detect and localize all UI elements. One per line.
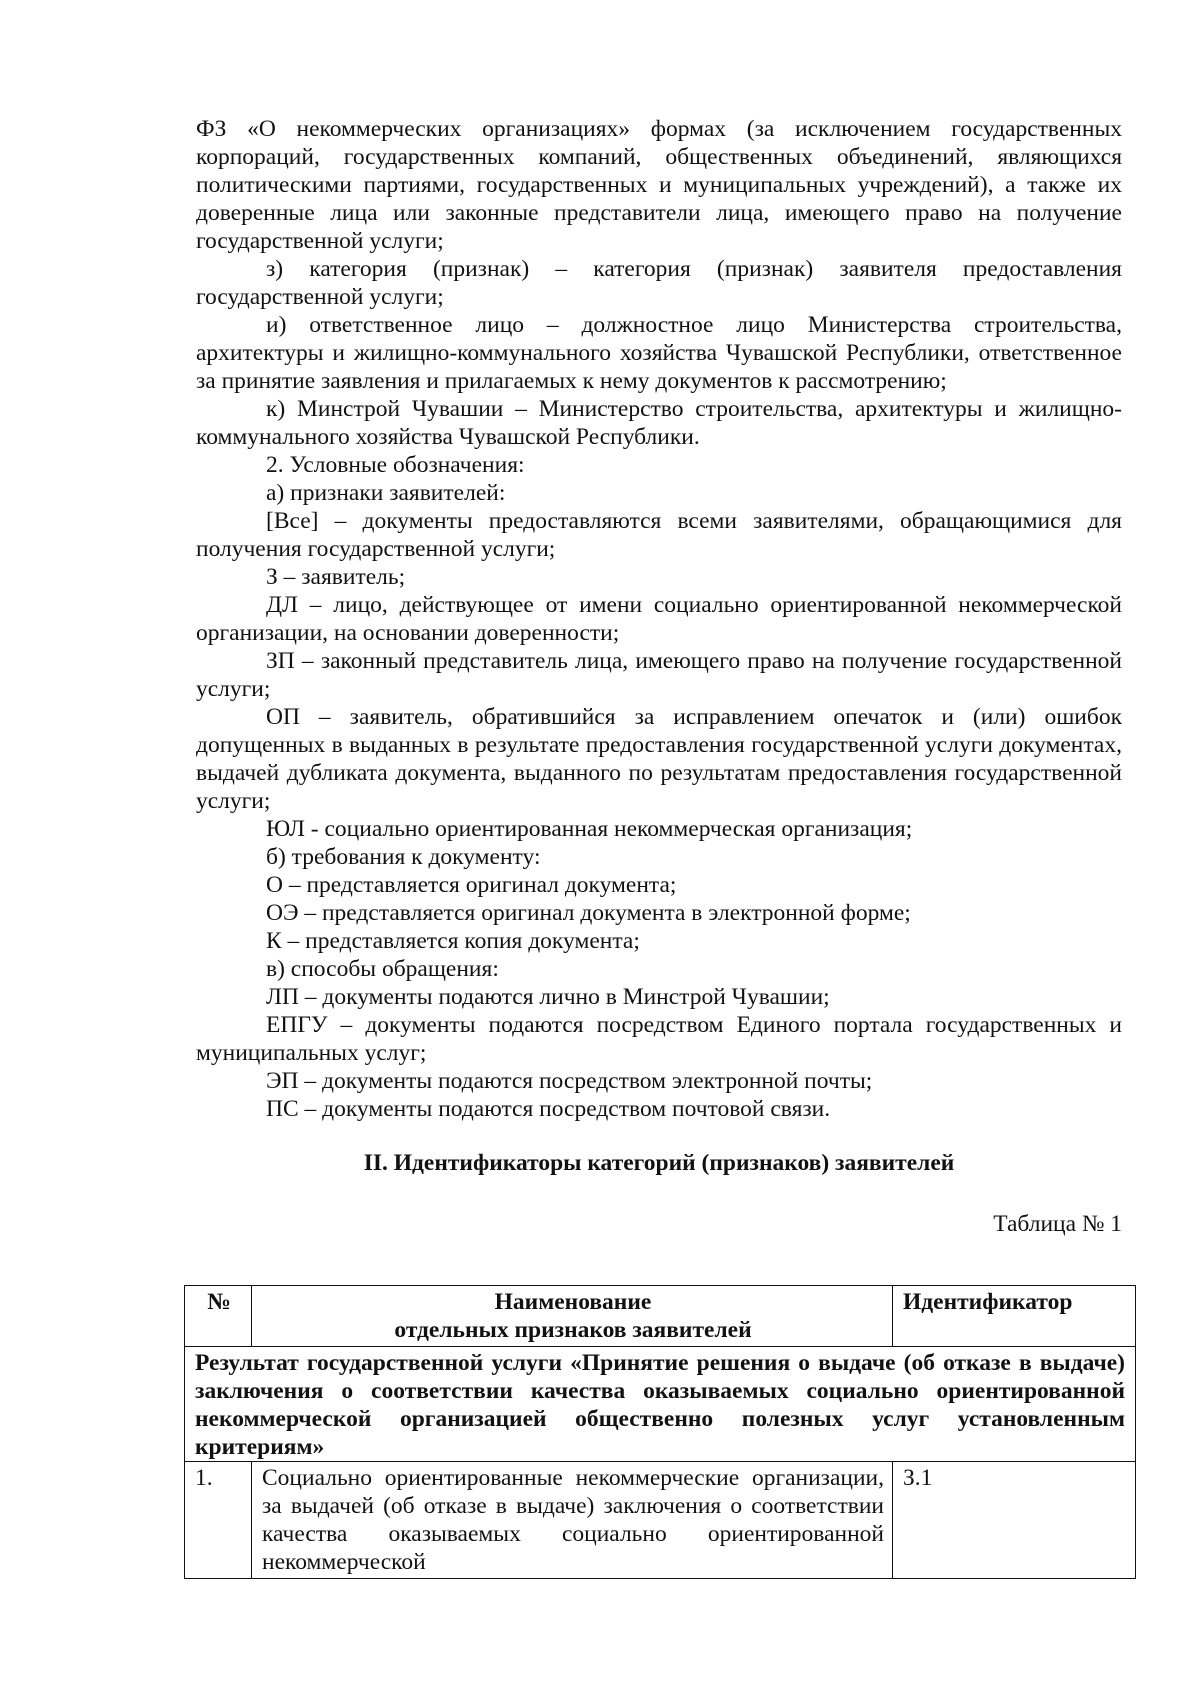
paragraph: З – заявитель; [266, 564, 406, 590]
group-title: Результат государственной услуги «Принятие решения о выдаче (об отказе в выдаче) заключения о соответствии качества оказываемых социально ориентированной некоммерческой организацией общественно полезных услуг установленным критериям» [185, 1347, 1136, 1462]
row-number: 1. [185, 1462, 252, 1579]
paragraph: ДЛ – лицо, действующее от имени социально ориентированной некоммерческой организации, на основании доверенности; [196, 592, 1122, 646]
paragraph: ЕПГУ – документы подаются посредством Единого портала государственных и муниципальных услуг; [196, 1012, 1122, 1066]
header-name-line2: отдельных признаков заявителей [394, 1317, 752, 1343]
paragraph: 2. Условные обозначения: [266, 452, 525, 478]
paragraph: а) признаки заявителей: [266, 480, 506, 506]
table-caption: Таблица № 1 [993, 1211, 1122, 1237]
paragraph: ОЭ – представляется оригинал документа в электронной форме; [266, 900, 911, 926]
paragraph: ЛП – документы подаются лично в Минстрой Чувашии; [266, 984, 830, 1010]
paragraph: з) категория (признак) – категория (признак) заявителя предоставления государственной услуги; [196, 256, 1122, 310]
paragraph: и) ответственное лицо – должностное лицо Министерства строительства, архитектуры и жилищно-коммунального хозяйства Чувашской Республики, ответственное за принятие заявления и прилагаемых к нему документов к рассмотрению; [196, 312, 1122, 394]
table-header-row [185, 1286, 1136, 1347]
paragraph: К – представляется копия документа; [266, 928, 640, 954]
paragraph: ЮЛ - социально ориентированная некоммерческая организация; [266, 816, 913, 842]
paragraph: ОП – заявитель, обратившийся за исправлением опечаток и (или) ошибок допущенных в выданных в результате предоставления государственной услуги документах, выдачей дубликата документа, выданного по результатам предоставления государственной услуги; [196, 704, 1122, 814]
paragraph: б) требования к документу: [266, 844, 541, 870]
paragraph: [Все] – документы предоставляются всеми заявителями, обращающимися для получения государственной услуги; [196, 508, 1122, 562]
document-page [196, 115, 1122, 1238]
body-text [196, 115, 1122, 1123]
applicant-identifiers-table [184, 1285, 1136, 1579]
header-name [252, 1286, 893, 1347]
row-identifier: З.1 [893, 1462, 1136, 1579]
row-name [252, 1462, 893, 1579]
paragraph: ПС – документы подаются посредством почтовой связи. [266, 1096, 831, 1122]
paragraph: к) Минстрой Чувашии – Министерство строительства, архитектуры и жилищно-коммунального хозяйства Чувашской Республики. [196, 396, 1122, 450]
header-identifier: Идентификатор [893, 1286, 1136, 1347]
paragraph: в) способы обращения: [266, 956, 499, 982]
section-title: II. Идентификаторы категорий (признаков) заявителей [363, 1150, 955, 1176]
header-number: № [185, 1286, 252, 1347]
table-group-row [185, 1347, 1136, 1462]
paragraph: ЭП – документы подаются посредством электронной почты; [266, 1068, 873, 1094]
table-row [185, 1462, 1136, 1579]
header-name-line1: Наименование [494, 1289, 652, 1315]
row-name-text: Социально ориентированные некоммерческие организации, за выдачей (об отказе в выдаче) заключения о соответствии качества оказываемых социально ориентированной некоммерческой [262, 1465, 884, 1575]
paragraph: ЗП – законный представитель лица, имеющего право на получение государственной услуги; [196, 648, 1122, 702]
paragraph: ФЗ «О некоммерческих организациях» формах (за исключением государственных корпораций, государственных компаний, общественных объединений, являющихся политическими партиями, государственных и муниципальных учреждений), а также их доверенные лица или законные представители лица, имеющего право на получение государственной услуги; [196, 116, 1122, 254]
paragraph: О – представляется оригинал документа; [266, 872, 677, 898]
